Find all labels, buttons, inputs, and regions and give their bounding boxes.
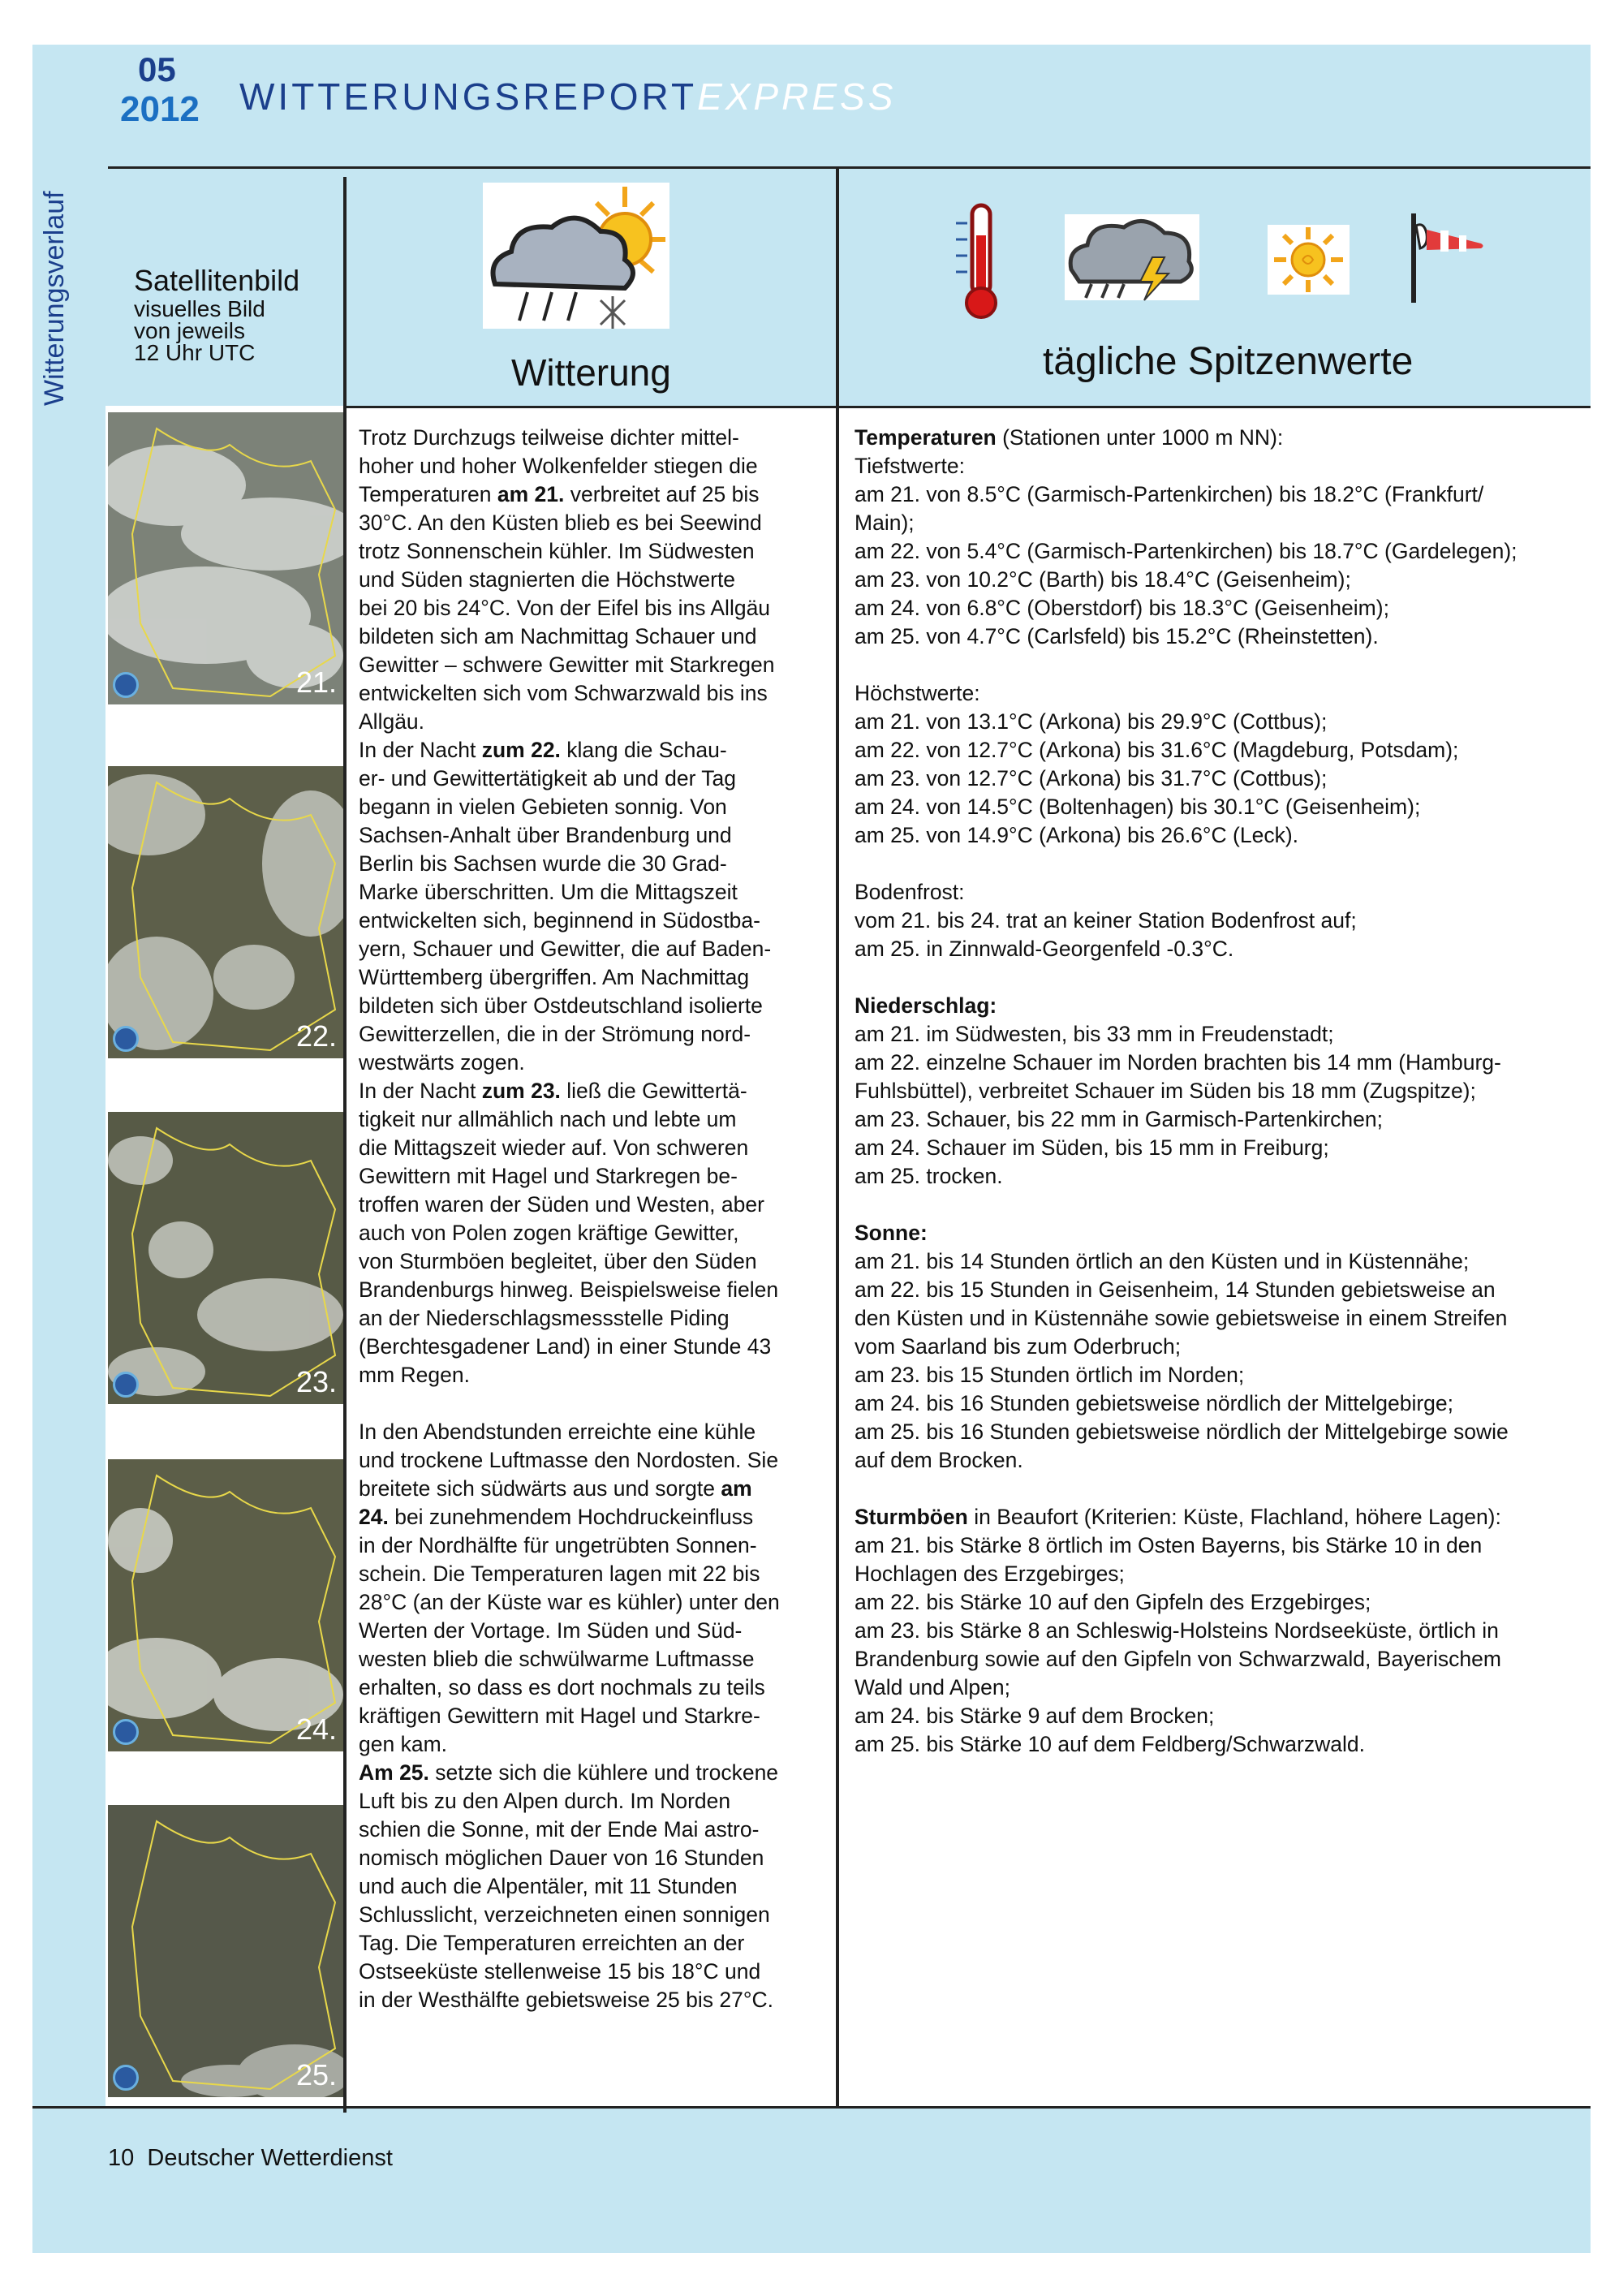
report-title [239,75,896,118]
text-line: Schlusslicht, verzeichneten einen sonnigen [359,1902,770,1927]
satellite-image [108,766,343,1058]
text-line: schien die Sonne, mit der Ende Mai astro- [359,1817,760,1842]
text-line: Bodenfrost: [855,880,965,904]
satellite-date-label: 23. [295,1365,337,1398]
text-line: Temperaturen (Stationen unter 1000 m NN): [855,425,1284,450]
text-line: mm Regen. [359,1363,470,1387]
thunderstorm-icon [1063,213,1201,302]
text-line: Sachsen-Anhalt über Brandenburg und [359,823,732,847]
satellite-date-label: 25. [295,2058,337,2091]
satellite-subtitle-1: visuelles Bild [134,296,265,321]
rule-bottom [32,2106,1591,2109]
text-line: In der Nacht zum 23. ließ die Gewittertä- [359,1079,747,1103]
text-line: yern, Schauer und Gewitter, die auf Baden- [359,937,772,961]
report-title-main: WITTERUNGSREPORT [239,75,698,118]
text-line: westen blieb die schwülwarme Luftmasse [359,1647,755,1671]
text-line: entwickelten sich, beginnend in Südostba- [359,908,760,933]
text-line: westwärts zogen. [359,1050,525,1075]
text-line: Hochlagen des Erzgebirges; [855,1562,1125,1586]
text-line: trotz Sonnenschein kühler. Im Südwesten [359,539,755,563]
text-line: am 25. von 14.9°C (Arkona) bis 26.6°C (Leck). [855,823,1299,847]
side-label: Witterungsverlauf [39,191,70,406]
text-line: an der Niederschlagsmessstelle Piding [359,1306,730,1330]
text-line: breitete sich südwärts aus und sorgte am [359,1476,752,1501]
satellite-map-overlay [108,766,343,1058]
text-line: und trockene Luftmasse den Nordosten. Sie [359,1448,779,1472]
text-line: am 25. bis Stärke 10 auf dem Feldberg/Schwarzwald. [855,1732,1365,1756]
text-line [855,651,1585,679]
text-line: Sonne: [855,1221,928,1245]
text-line: am 23. bis Stärke 8 an Schleswig-Holsteins Nordseeküste, örtlich in [855,1618,1499,1643]
text-line: am 23. von 10.2°C (Barth) bis 18.4°C (Geisenheim); [855,567,1351,592]
text-line: Gewitterzellen, die in der Strömung nord- [359,1022,751,1046]
text-line: und auch die Alpentäler, mit 11 Stunden [359,1874,738,1898]
text-line: am 21. im Südwesten, bis 33 mm in Freudenstadt; [855,1022,1334,1046]
dwd-logo-icon [113,1719,139,1745]
rule-top [108,166,1591,169]
peaks-text [855,424,1585,1759]
text-line [855,1475,1585,1503]
text-line [855,1191,1585,1219]
text-line: In der Nacht zum 22. klang die Schau- [359,738,727,762]
text-line: kräftigen Gewittern mit Hagel und Starkre- [359,1704,760,1728]
text-line: er- und Gewittertätigkeit ab und der Tag [359,766,737,790]
text-line: begann in vielen Gebieten sonnig. Von [359,795,727,819]
text-line: am 23. von 12.7°C (Arkona) bis 31.7°C (Cottbus); [855,766,1328,790]
satellite-date-label: 22. [295,1019,337,1053]
sun-icon [1266,223,1351,296]
satellite-subtitle-2: von jeweils [134,318,245,343]
page-number: 10 [108,2145,135,2171]
weather-text [359,424,829,2014]
text-line: den Küsten und in Küstennähe sowie gebietsweise in einem Streifen [855,1306,1508,1330]
text-line [359,1389,829,1418]
text-line: am 25. in Zinnwald-Georgenfeld -0.3°C. [855,937,1234,961]
satellite-image [108,1459,343,1751]
text-line: am 24. bis 16 Stunden gebietsweise nördlich der Mittelgebirge; [855,1391,1454,1415]
text-line: von Sturmböen begleitet, über den Süden [359,1249,757,1273]
text-line: Sturmböen in Beaufort (Kriterien: Küste, Flachland, höhere Lagen): [855,1505,1501,1529]
satellite-subtitle-3: 12 Uhr UTC [134,340,256,365]
satellite-map-overlay [108,1112,343,1404]
text-line: Tiefstwerte: [855,454,965,478]
rule-header-bottom [343,406,1591,408]
text-line: hoher und hoher Wolkenfelder stiegen die [359,454,758,478]
text-line: Wald und Alpen; [855,1675,1011,1699]
text-line: am 22. von 12.7°C (Arkona) bis 31.6°C (Magdeburg, Potsdam); [855,738,1459,762]
text-line: Brandenburgs hinweg. Beispielsweise fielen [359,1277,779,1302]
text-line: und Süden stagnierten die Höchstwerte [359,567,736,592]
satellite-map-overlay [108,412,343,704]
rule-col-right [836,166,839,2106]
text-line: am 22. bis 15 Stunden in Geisenheim, 14 Stunden gebietsweise an [855,1277,1496,1302]
text-line: Gewittern mit Hagel und Starkregen be- [359,1164,738,1188]
dwd-logo-icon [113,1026,139,1052]
text-line: (Berchtesgadener Land) in einer Stunde 43 [359,1334,772,1359]
text-line: Temperaturen am 21. verbreitet auf 25 bis [359,482,760,506]
text-line: am 23. bis 15 Stunden örtlich im Norden; [855,1363,1245,1387]
satellite-header [134,264,299,364]
text-line: erhalten, so dass es dort nochmals zu teils [359,1675,765,1699]
text-line: die Mittagszeit wieder auf. Von schweren [359,1135,749,1160]
satellite-date-label: 24. [295,1712,337,1746]
text-line: Brandenburg sowie auf den Gipfeln von Schwarzwald, Bayerischem [855,1647,1501,1671]
text-line: In den Abendstunden erreichte eine kühle [359,1419,756,1444]
footer [108,2145,393,2172]
text-line: bildeten sich am Nachmittag Schauer und [359,624,757,648]
satellite-title: Satellitenbild [134,264,300,297]
text-line: Trotz Durchzugs teilweise dichter mittel- [359,425,739,450]
text-line: 30°C. An den Küsten blieb es bei Seewind [359,510,762,535]
dwd-logo-icon [113,672,139,698]
report-title-accent: EXPRESS [697,75,897,118]
text-line: auf dem Brocken. [855,1448,1023,1472]
cloud-sun-icon [479,179,674,333]
peaks-column-title: tägliche Spitzenwerte [1043,340,1414,383]
weather-column-title: Witterung [511,351,671,394]
text-line: auch von Polen zogen kräftige Gewitter, [359,1221,739,1245]
text-line: in der Nordhälfte für ungetrübten Sonnen- [359,1533,757,1557]
text-line: am 24. bis Stärke 9 auf dem Brocken; [855,1704,1215,1728]
text-line: Fuhlsbüttel), verbreitet Schauer im Süden bis 18 mm (Zugspitze); [855,1079,1476,1103]
rule-col-left [343,177,347,2113]
text-line: Berlin bis Sachsen wurde die 30 Grad- [359,851,727,876]
text-line [855,963,1585,992]
side-band [32,166,105,2114]
text-line: tigkeit nur allmählich nach und lebte um [359,1107,737,1131]
issue-year: 2012 [120,89,200,129]
text-line: Allgäu. [359,709,425,734]
text-line: Main); [855,510,915,535]
text-line [855,850,1585,878]
text-line: bei 20 bis 24°C. Von der Eifel bis ins Allgäu [359,596,771,620]
text-line: am 21. von 13.1°C (Arkona) bis 29.9°C (Cottbus); [855,709,1328,734]
satellite-image [108,1805,343,2097]
text-line: in der Westhälfte gebietsweise 25 bis 27°C. [359,1988,773,2012]
satellite-map-overlay [108,1805,343,2097]
text-line: am 25. bis 16 Stunden gebietsweise nördlich der Mittelgebirge sowie [855,1419,1509,1444]
text-line: Württemberg übergriffen. Am Nachmittag [359,965,750,989]
text-line: Ostseeküste stellenweise 15 bis 18°C und [359,1959,761,1984]
satellite-image [108,1112,343,1404]
text-line: vom Saarland bis zum Oderbruch; [855,1334,1182,1359]
text-line: Luft bis zu den Alpen durch. Im Norden [359,1789,731,1813]
text-line: am 25. trocken. [855,1164,1003,1188]
text-line: troffen waren der Süden und Westen, aber [359,1192,764,1217]
text-line: am 21. von 8.5°C (Garmisch-Partenkirchen) bis 18.2°C (Frankfurt/ [855,482,1484,506]
footer-band [32,2109,1591,2253]
dwd-logo-icon [113,1372,139,1398]
text-line: am 25. von 4.7°C (Carlsfeld) bis 15.2°C (Rheinstetten). [855,624,1379,648]
text-line: am 24. von 6.8°C (Oberstdorf) bis 18.3°C (Geisenheim); [855,596,1389,620]
text-line: 24. bei zunehmendem Hochdruckeinfluss [359,1505,754,1529]
text-line: am 24. Schauer im Süden, bis 15 mm in Freiburg; [855,1135,1329,1160]
text-line: am 24. von 14.5°C (Boltenhagen) bis 30.1°C (Geisenheim); [855,795,1421,819]
dwd-logo-icon [113,2065,139,2091]
text-line: Niederschlag: [855,993,997,1018]
text-line: bildeten sich über Ostdeutschland isolierte [359,993,763,1018]
text-line: nomisch möglichen Dauer von 16 Stunden [359,1846,764,1870]
text-line: Gewitter – schwere Gewitter mit Starkregen [359,653,775,677]
text-line: Tag. Die Temperaturen erreichten an der [359,1931,745,1955]
publisher: Deutscher Wetterdienst [147,2145,393,2171]
text-line: Am 25. setzte sich die kühlere und trockene [359,1760,779,1785]
issue-number: 05 [138,50,176,88]
satellite-map-overlay [108,1459,343,1751]
satellite-date-label: 21. [295,666,337,699]
text-line: 28°C (an der Küste war es kühler) unter den [359,1590,780,1614]
text-line: entwickelten sich vom Schwarzwald bis ins [359,681,768,705]
text-line: Marke überschritten. Um die Mittagszeit [359,880,738,904]
text-line: vom 21. bis 24. trat an keiner Station Bodenfrost auf; [855,908,1357,933]
text-line: am 22. von 5.4°C (Garmisch-Partenkirchen) bis 18.7°C (Gardelegen); [855,539,1518,563]
text-line: am 23. Schauer, bis 22 mm in Garmisch-Partenkirchen; [855,1107,1383,1131]
text-line: Höchstwerte: [855,681,980,705]
text-line: am 21. bis Stärke 8 örtlich im Osten Bayerns, bis Stärke 10 in den [855,1533,1483,1557]
text-line: am 22. bis Stärke 10 auf den Gipfeln des Erzgebirges; [855,1590,1371,1614]
text-line: Werten der Vortage. Im Süden und Süd- [359,1618,743,1643]
thermometer-icon [949,199,1006,321]
windsock-icon [1404,209,1493,307]
text-line: am 22. einzelne Schauer im Norden brachten bis 14 mm (Hamburg- [855,1050,1501,1075]
text-line: am 21. bis 14 Stunden örtlich an den Küsten und in Küstennähe; [855,1249,1470,1273]
satellite-image [108,412,343,704]
text-line: gen kam. [359,1732,448,1756]
text-line: schein. Die Temperaturen lagen mit 22 bis [359,1562,760,1586]
